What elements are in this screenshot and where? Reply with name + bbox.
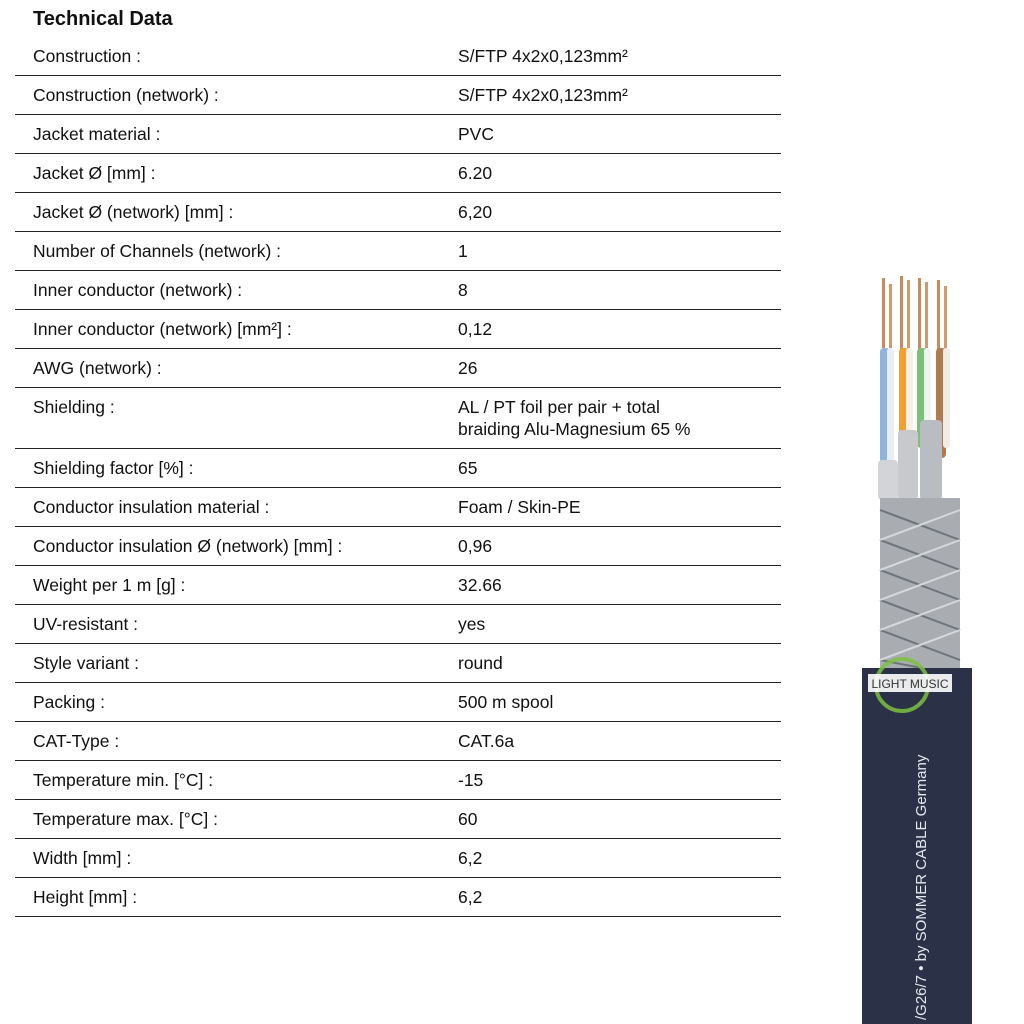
spec-label: Shielding : bbox=[33, 397, 115, 417]
spec-row bbox=[15, 800, 781, 839]
spec-value: -15 bbox=[458, 770, 484, 790]
jacket-print: /G26/7 • by SOMMER CABLE Germany bbox=[913, 754, 930, 1020]
spec-value: round bbox=[458, 653, 503, 673]
spec-value: 6,2 bbox=[458, 887, 483, 907]
spec-row bbox=[15, 878, 781, 917]
spec-row bbox=[15, 37, 781, 76]
spec-value: 8 bbox=[458, 280, 468, 300]
spec-row bbox=[15, 76, 781, 115]
spec-row bbox=[15, 349, 781, 388]
spec-row bbox=[15, 605, 781, 644]
spec-label: Style variant : bbox=[33, 653, 140, 673]
technical-data-table bbox=[15, 37, 781, 917]
spec-row bbox=[15, 839, 781, 878]
page-title: Technical Data bbox=[33, 8, 173, 30]
spec-value: CAT.6a bbox=[458, 731, 515, 751]
spec-label: Temperature min. [°C] : bbox=[33, 770, 214, 790]
spec-row bbox=[15, 644, 781, 683]
spec-row bbox=[15, 527, 781, 566]
spec-label: Packing : bbox=[33, 692, 105, 712]
spec-value: 65 bbox=[458, 458, 478, 478]
spec-value: AL / PT foil per pair + total braiding Alu-Magnesium 65 % bbox=[458, 397, 691, 439]
spec-value: S/FTP 4x2x0,123mm² bbox=[458, 85, 628, 105]
spec-value: 0,12 bbox=[458, 319, 493, 339]
spec-row bbox=[15, 449, 781, 488]
spec-label: Conductor insulation material : bbox=[33, 497, 270, 517]
spec-value: 6,20 bbox=[458, 202, 493, 222]
spec-label: Shielding factor [%] : bbox=[33, 458, 194, 478]
spec-value: 1 bbox=[458, 241, 468, 261]
spec-value: 6,2 bbox=[458, 848, 483, 868]
spec-row bbox=[15, 232, 781, 271]
spec-row bbox=[15, 193, 781, 232]
spec-row bbox=[15, 115, 781, 154]
spec-label: Inner conductor (network) : bbox=[33, 280, 243, 300]
spec-label: CAT-Type : bbox=[33, 731, 120, 751]
spec-label: Number of Channels (network) : bbox=[33, 241, 282, 261]
spec-row bbox=[15, 310, 781, 349]
spec-value: Foam / Skin-PE bbox=[458, 497, 581, 517]
spec-value: 60 bbox=[458, 809, 478, 829]
spec-row bbox=[15, 271, 781, 310]
spec-label: Construction (network) : bbox=[33, 85, 219, 105]
spec-row bbox=[15, 722, 781, 761]
spec-row bbox=[15, 761, 781, 800]
cable-product-image bbox=[862, 270, 972, 1024]
spec-label: UV-resistant : bbox=[33, 614, 139, 634]
spec-value: yes bbox=[458, 614, 486, 634]
spec-label: Height [mm] : bbox=[33, 887, 138, 907]
spec-label: Width [mm] : bbox=[33, 848, 132, 868]
spec-row bbox=[15, 566, 781, 605]
spec-value: S/FTP 4x2x0,123mm² bbox=[458, 46, 628, 66]
spec-label: Conductor insulation Ø (network) [mm] : bbox=[33, 536, 343, 556]
spec-label: Jacket Ø [mm] : bbox=[33, 163, 156, 183]
copper-conductors bbox=[882, 276, 947, 354]
spec-label: Inner conductor (network) [mm²] : bbox=[33, 319, 292, 339]
spec-label: Construction : bbox=[33, 46, 141, 66]
spec-value: PVC bbox=[458, 124, 494, 144]
spec-label: Weight per 1 m [g] : bbox=[33, 575, 186, 595]
spec-row bbox=[15, 154, 781, 193]
spec-value: 500 m spool bbox=[458, 692, 554, 712]
spec-label: Temperature max. [°C] : bbox=[33, 809, 218, 829]
svg-text:LIGHT MUSIC: LIGHT MUSIC bbox=[871, 677, 949, 691]
spec-value: 0,96 bbox=[458, 536, 493, 556]
braid-shield bbox=[880, 498, 960, 668]
spec-label: AWG (network) : bbox=[33, 358, 162, 378]
spec-value: 6.20 bbox=[458, 163, 493, 183]
spec-label: Jacket Ø (network) [mm] : bbox=[33, 202, 234, 222]
spec-row bbox=[15, 388, 781, 449]
spec-row bbox=[15, 488, 781, 527]
spec-value: 32.66 bbox=[458, 575, 502, 595]
spec-row bbox=[15, 683, 781, 722]
spec-label: Jacket material : bbox=[33, 124, 161, 144]
spec-value: 26 bbox=[458, 358, 478, 378]
